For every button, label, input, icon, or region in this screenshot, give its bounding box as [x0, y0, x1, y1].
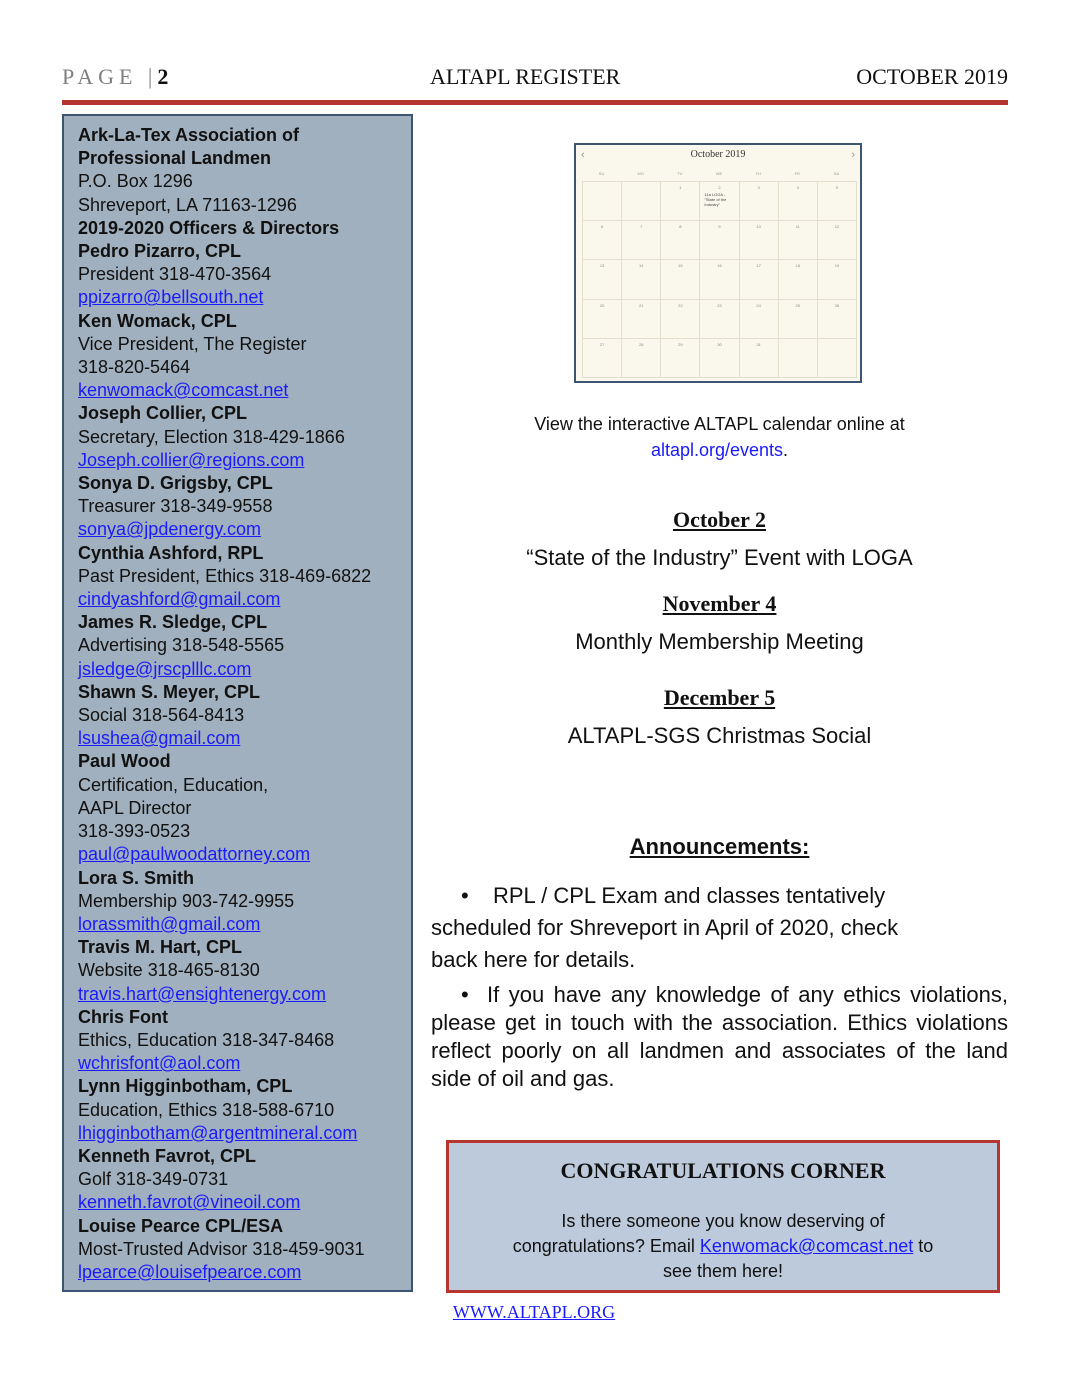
officer-name: Kenneth Favrot, CPL: [78, 1145, 257, 1166]
calendar-day-cell[interactable]: [622, 260, 661, 299]
calendar-day-cell[interactable]: [779, 221, 818, 260]
congratulations-line: see them here!: [662, 1261, 784, 1281]
event-description: Monthly Membership Meeting: [575, 629, 864, 654]
officer-name: Ken Womack, CPL: [78, 310, 237, 331]
calendar-day-number: 27: [599, 341, 605, 347]
issue-date: OCTOBER 2019: [856, 64, 1008, 89]
calendar-day-cell[interactable]: [661, 221, 700, 260]
calendar-day-cell[interactable]: [818, 260, 857, 299]
officer-email-link[interactable]: kenwomack@comcast.net: [78, 380, 289, 401]
officer-role: Most-Trusted Advisor 318-459-9031: [78, 1238, 365, 1259]
calendar-day-number: 5: [835, 185, 839, 190]
calendar-day-cell[interactable]: [740, 260, 779, 299]
address-line2: Shreveport, LA 71163-1296: [78, 194, 297, 215]
officer-email-link[interactable]: wchrisfont@aol.com: [78, 1053, 241, 1074]
calendar-day-cell[interactable]: [661, 260, 700, 299]
calendar-day-cell[interactable]: [661, 300, 700, 339]
calendar-day-number: 20: [599, 302, 605, 308]
officer-name: Chris Font: [78, 1006, 168, 1027]
calendar-day-number: 25: [795, 302, 800, 308]
page-number-label: PAGE |2: [62, 64, 169, 89]
officer-name: Cynthia Ashford, RPL: [78, 542, 264, 563]
calendar-day-cell[interactable]: [622, 221, 661, 260]
bullet-icon: •: [461, 883, 469, 908]
calendar-day-cell[interactable]: [700, 221, 739, 260]
calendar-day-number: 1: [679, 185, 682, 190]
officer-role: Certification, Education,: [78, 774, 269, 795]
congratulations-line: congratulations? Email: [512, 1236, 700, 1256]
calendar-event-note[interactable]: 11a LOGA - "State of the Industry": [704, 192, 727, 207]
calendar-day-cell[interactable]: [583, 300, 622, 339]
calendar-day-cell[interactable]: [779, 339, 818, 378]
next-month-arrow-icon[interactable]: ›: [851, 149, 855, 161]
calendar-day-number: 18: [795, 263, 800, 269]
calendar-day-number: 22: [678, 302, 683, 308]
calendar-day-cell[interactable]: [583, 260, 622, 299]
officer-role: Past President, Ethics 318-469-6822: [78, 565, 372, 586]
officer-name: Paul Wood: [78, 751, 171, 772]
officer-role: Treasurer 318-349-9558: [78, 496, 273, 517]
officer-role: Advertising 318-548-5565: [78, 635, 285, 656]
calendar-day-number: 11: [795, 224, 800, 230]
calendar-day-cell[interactable]: [818, 339, 857, 378]
officer-name: Joseph Collier, CPL: [78, 403, 248, 424]
congratulations-email-link[interactable]: Kenwomack@comcast.net: [699, 1236, 914, 1256]
officer-role: Social 318-564-8413: [78, 705, 245, 726]
congratulations-body: [469, 1209, 977, 1284]
calendar-thumbnail[interactable]: [574, 143, 862, 383]
calendar-caption-suffix: .: [783, 440, 789, 460]
calendar-day-cell[interactable]: [818, 300, 857, 339]
calendar-day-number: 28: [638, 341, 644, 347]
calendar-day-cell[interactable]: [740, 339, 779, 378]
calendar-day-number: 2: [718, 185, 721, 190]
org-name-line1: Ark-La-Tex Association of: [78, 125, 300, 145]
calendar-day-number: 17: [756, 263, 761, 269]
congratulations-title: CONGRATULATIONS CORNER: [560, 1158, 886, 1183]
announcement-item: [431, 880, 1008, 976]
org-name-line2: Professional Landmen: [78, 148, 272, 169]
calendar-day-cell[interactable]: [622, 300, 661, 339]
officer-role: Vice President, The Register: [78, 333, 307, 354]
officer-name: Sonya D. Grigsby, CPL: [78, 473, 273, 494]
calendar-day-number: 15: [678, 263, 683, 269]
officer-email-link[interactable]: cindyashford@gmail.com: [78, 589, 281, 610]
calendar-day-cell[interactable]: [583, 182, 622, 221]
calendar-day-number: 13: [599, 263, 605, 269]
weekday-label: TH: [755, 171, 761, 176]
announcement-text-line: RPL / CPL Exam and classes tentatively: [493, 883, 886, 908]
announcements-title: Announcements:: [629, 834, 810, 859]
website-link[interactable]: WWW.ALTAPL.ORG: [452, 1302, 616, 1322]
congratulations-line: Is there someone you know deserving of: [561, 1211, 885, 1231]
address-line1: P.O. Box 1296: [78, 171, 193, 192]
calendar-weekday-row: [582, 171, 856, 181]
calendar-day-cell[interactable]: [818, 221, 857, 260]
announcement-text-line: scheduled for Shreveport in April of 2020, check: [431, 915, 899, 940]
officers-list: [78, 124, 408, 1284]
announcement-item: [431, 981, 1008, 1093]
officer-phone: 318-393-0523: [78, 821, 191, 842]
officer-role: President 318-470-3564: [78, 264, 272, 285]
officer-email-link[interactable]: jsledge@jrscplllc.com: [78, 658, 252, 679]
calendar-day-number: 16: [717, 263, 722, 269]
event-date: November 4: [662, 591, 777, 616]
calendar-caption-text: View the interactive ALTAPL calendar online at: [534, 414, 905, 434]
announcement-text: If you have any knowledge of any ethics violations, please get in touch with the association. Ethics violations reflect poorly on all landmen and associates of the land side of oil and gas.: [431, 982, 1008, 1091]
officer-role: AAPL Director: [78, 797, 192, 818]
event-description: “State of the Industry” Event with LOGA: [526, 545, 913, 570]
calendar-day-number: 23: [717, 302, 722, 308]
calendar-day-number: 6: [600, 224, 604, 230]
congratulations-line: to: [913, 1236, 934, 1256]
calendar-day-number: 30: [717, 341, 722, 347]
calendar-day-cell[interactable]: [740, 221, 779, 260]
calendar-day-number: 14: [638, 263, 644, 269]
calendar-day-cell[interactable]: [661, 339, 700, 378]
weekday-label: TU: [677, 171, 683, 176]
calendar-day-cell[interactable]: [622, 339, 661, 378]
officer-email-link[interactable]: lsushea@gmail.com: [78, 728, 241, 749]
calendar-day-cell[interactable]: [622, 182, 661, 221]
page-header: [62, 64, 1008, 94]
officers-sidebar: [62, 114, 413, 1292]
calendar-day-cell[interactable]: [740, 182, 779, 221]
officer-name: Shawn S. Meyer, CPL: [78, 681, 261, 702]
calendar-day-number: 10: [756, 224, 761, 230]
header-divider: [62, 100, 1008, 105]
event-description: ALTAPL-SGS Christmas Social: [567, 723, 872, 748]
prev-month-arrow-icon[interactable]: ‹: [581, 149, 585, 161]
calendar-day-cell[interactable]: [779, 182, 818, 221]
calendar-day-number: 26: [834, 302, 840, 308]
calendar-day-cell[interactable]: [700, 339, 739, 378]
officer-email-link[interactable]: lpearce@louisefpearce.com: [78, 1261, 302, 1282]
officer-email-link[interactable]: lhigginbotham@argentmineral.com: [78, 1122, 358, 1143]
officer-role: Education, Ethics 318-588-6710: [78, 1099, 335, 1120]
congratulations-corner: [446, 1140, 1000, 1293]
officer-role: Membership 903-742-9955: [78, 890, 295, 911]
calendar-day-cell[interactable]: [700, 260, 739, 299]
calendar-day-number: 8: [679, 224, 682, 230]
officer-email-link[interactable]: travis.hart@ensightenergy.com: [78, 983, 327, 1004]
calendar-day-number: 12: [834, 224, 840, 230]
officer-email-link[interactable]: paul@paulwoodattorney.com: [78, 844, 311, 865]
calendar-day-number: 31: [756, 341, 761, 347]
announcement-text-line: back here for details.: [431, 947, 636, 972]
officer-role: Secretary, Election 318-429-1866: [78, 426, 345, 447]
weekday-label: SA: [833, 171, 840, 176]
calendar-month-title: October 2019: [690, 149, 746, 160]
officer-role: Website 318-465-8130: [78, 960, 260, 981]
calendar-day-cell[interactable]: [779, 300, 818, 339]
calendar-day-number: 4: [796, 185, 799, 190]
officer-name: Pedro Pizarro, CPL: [78, 241, 242, 262]
calendar-day-number: 29: [678, 341, 683, 347]
weekday-label: WE: [715, 171, 723, 176]
calendar-day-cell[interactable]: [700, 300, 739, 339]
calendar-day-number: 9: [718, 224, 721, 230]
calendar-day-cell[interactable]: [779, 260, 818, 299]
event-date: December 5: [663, 685, 776, 710]
calendar-day-cell[interactable]: [818, 182, 857, 221]
officer-role: Golf 318-349-0731: [78, 1169, 229, 1190]
newsletter-title: ALTAPL REGISTER: [430, 64, 621, 89]
officer-name: Lynn Higginbotham, CPL: [78, 1076, 293, 1097]
bullet-icon: •: [461, 982, 469, 1007]
officers-heading: 2019-2020 Officers & Directors: [78, 217, 340, 238]
officer-name: Louise Pearce CPL/ESA: [78, 1215, 284, 1236]
officer-email-link[interactable]: kenneth.favrot@vineoil.com: [78, 1192, 301, 1213]
event-date: October 2: [672, 507, 767, 532]
calendar-day-number: 19: [834, 263, 840, 269]
officer-name: James R. Sledge, CPL: [78, 612, 268, 633]
calendar-day-number: 7: [640, 224, 643, 230]
officer-email-link[interactable]: sonya@jpdenergy.com: [78, 519, 262, 540]
page-number: 2: [157, 64, 169, 89]
calendar-day-cell[interactable]: [700, 182, 739, 221]
weekday-label: FR: [794, 171, 800, 176]
officer-name: Travis M. Hart, CPL: [78, 937, 243, 958]
officer-email-link[interactable]: Joseph.collier@regions.com: [78, 449, 305, 470]
calendar-caption: [431, 411, 1008, 463]
officer-email-link[interactable]: ppizarro@bellsouth.net: [78, 287, 264, 308]
calendar-day-number: 21: [638, 302, 644, 308]
calendar-day-cell[interactable]: [583, 339, 622, 378]
officer-email-link[interactable]: lorassmith@gmail.com: [78, 913, 261, 934]
officer-phone: 318-820-5464: [78, 357, 191, 378]
officer-role: Ethics, Education 318-347-8468: [78, 1029, 335, 1050]
officer-name: Lora S. Smith: [78, 867, 195, 888]
calendar-day-cell[interactable]: [740, 300, 779, 339]
calendar-events-link[interactable]: altapl.org/events: [650, 440, 784, 460]
calendar-day-cell[interactable]: [661, 182, 700, 221]
calendar-grid: [582, 181, 857, 378]
weekday-label: MO: [637, 171, 644, 176]
calendar-day-number: 3: [757, 185, 760, 190]
weekday-label: SU: [598, 171, 605, 176]
calendar-day-cell[interactable]: [583, 221, 622, 260]
calendar-day-number: 24: [756, 302, 761, 308]
